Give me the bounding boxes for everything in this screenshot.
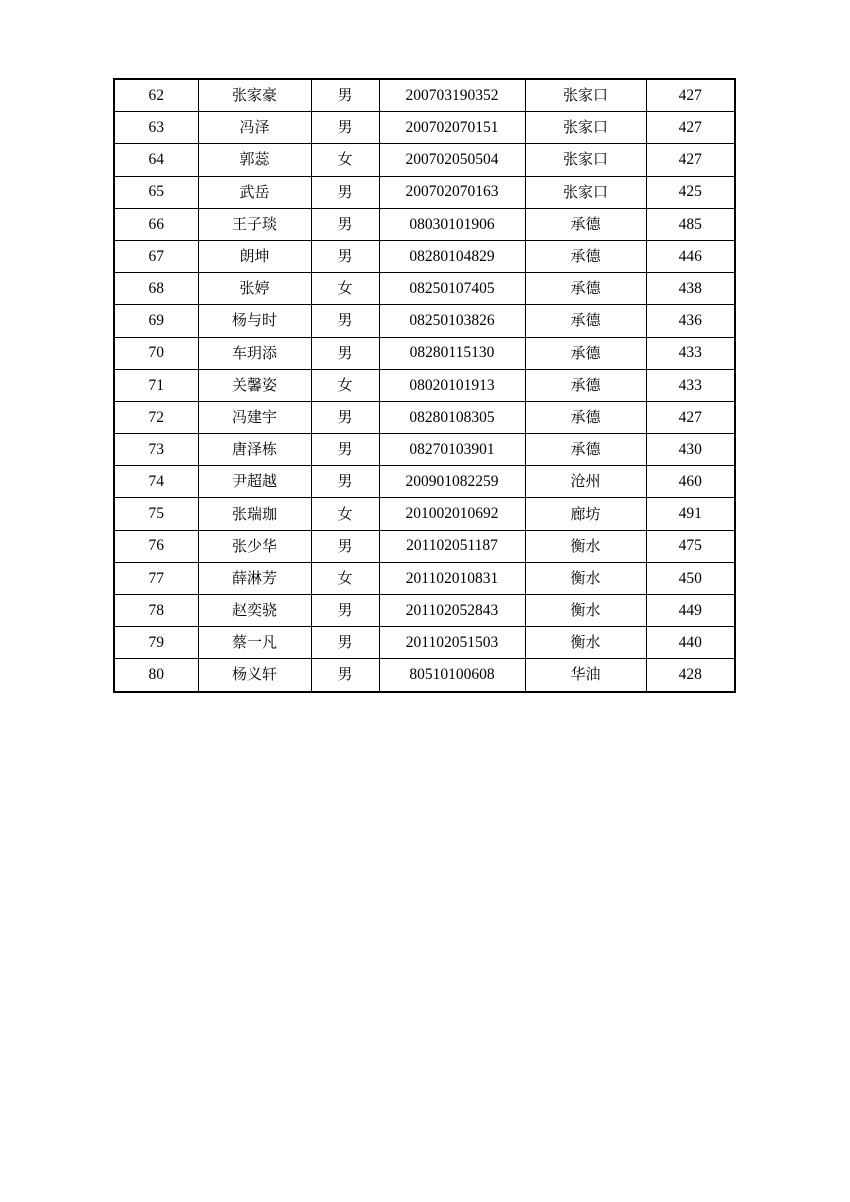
exam-id-cell: 08280115130 (379, 337, 525, 369)
name-cell: 赵奕骁 (198, 595, 311, 627)
row-number-cell: 62 (114, 79, 198, 112)
gender-cell: 男 (311, 627, 379, 659)
row-number-cell: 73 (114, 434, 198, 466)
score-cell: 427 (646, 79, 735, 112)
score-cell: 491 (646, 498, 735, 530)
exam-id-cell: 08280104829 (379, 240, 525, 272)
table-row (114, 144, 735, 176)
exam-id-cell: 80510100608 (379, 659, 525, 692)
table-row (114, 659, 735, 692)
region-cell: 张家口 (525, 79, 646, 112)
row-number-cell: 63 (114, 112, 198, 144)
exam-id-cell: 200901082259 (379, 466, 525, 498)
table-row (114, 466, 735, 498)
score-cell: 427 (646, 112, 735, 144)
gender-cell: 男 (311, 79, 379, 112)
score-cell: 449 (646, 595, 735, 627)
gender-cell: 男 (311, 305, 379, 337)
exam-id-cell: 200703190352 (379, 79, 525, 112)
gender-cell: 女 (311, 144, 379, 176)
name-cell: 车玥添 (198, 337, 311, 369)
region-cell: 张家口 (525, 176, 646, 208)
table-row (114, 627, 735, 659)
table-row (114, 369, 735, 401)
name-cell: 朗坤 (198, 240, 311, 272)
exam-id-cell: 08030101906 (379, 208, 525, 240)
score-cell: 425 (646, 176, 735, 208)
score-cell: 438 (646, 273, 735, 305)
region-cell: 承德 (525, 273, 646, 305)
score-cell: 430 (646, 434, 735, 466)
table-row (114, 240, 735, 272)
name-cell: 蔡一凡 (198, 627, 311, 659)
exam-id-cell: 08280108305 (379, 401, 525, 433)
score-cell: 440 (646, 627, 735, 659)
exam-id-cell: 08270103901 (379, 434, 525, 466)
name-cell: 张家豪 (198, 79, 311, 112)
region-cell: 承德 (525, 401, 646, 433)
table-row (114, 176, 735, 208)
exam-id-cell: 201102051187 (379, 530, 525, 562)
table-body (114, 79, 735, 692)
score-cell: 450 (646, 562, 735, 594)
gender-cell: 男 (311, 434, 379, 466)
row-number-cell: 68 (114, 273, 198, 305)
table-row (114, 305, 735, 337)
region-cell: 沧州 (525, 466, 646, 498)
gender-cell: 男 (311, 240, 379, 272)
table-row (114, 208, 735, 240)
exam-id-cell: 201102052843 (379, 595, 525, 627)
score-cell: 485 (646, 208, 735, 240)
score-cell: 428 (646, 659, 735, 692)
row-number-cell: 80 (114, 659, 198, 692)
name-cell: 郭蕊 (198, 144, 311, 176)
table-row (114, 595, 735, 627)
table-row (114, 434, 735, 466)
gender-cell: 女 (311, 273, 379, 305)
gender-cell: 男 (311, 466, 379, 498)
gender-cell: 男 (311, 595, 379, 627)
table-row (114, 498, 735, 530)
region-cell: 承德 (525, 369, 646, 401)
exam-id-cell: 08250103826 (379, 305, 525, 337)
gender-cell: 男 (311, 208, 379, 240)
row-number-cell: 75 (114, 498, 198, 530)
student-score-table (113, 78, 736, 693)
region-cell: 承德 (525, 434, 646, 466)
gender-cell: 男 (311, 337, 379, 369)
table-row (114, 530, 735, 562)
name-cell: 唐泽栋 (198, 434, 311, 466)
region-cell: 张家口 (525, 112, 646, 144)
score-cell: 446 (646, 240, 735, 272)
region-cell: 张家口 (525, 144, 646, 176)
table-row (114, 337, 735, 369)
name-cell: 薛淋芳 (198, 562, 311, 594)
gender-cell: 男 (311, 530, 379, 562)
row-number-cell: 67 (114, 240, 198, 272)
name-cell: 杨义轩 (198, 659, 311, 692)
table-row (114, 112, 735, 144)
score-cell: 427 (646, 144, 735, 176)
score-cell: 433 (646, 369, 735, 401)
row-number-cell: 64 (114, 144, 198, 176)
exam-id-cell: 201102051503 (379, 627, 525, 659)
exam-id-cell: 200702070163 (379, 176, 525, 208)
region-cell: 衡水 (525, 562, 646, 594)
row-number-cell: 72 (114, 401, 198, 433)
score-cell: 436 (646, 305, 735, 337)
table-row (114, 401, 735, 433)
region-cell: 承德 (525, 337, 646, 369)
score-cell: 433 (646, 337, 735, 369)
gender-cell: 男 (311, 659, 379, 692)
name-cell: 尹超越 (198, 466, 311, 498)
name-cell: 冯泽 (198, 112, 311, 144)
table-row (114, 79, 735, 112)
gender-cell: 男 (311, 401, 379, 433)
row-number-cell: 70 (114, 337, 198, 369)
name-cell: 杨与时 (198, 305, 311, 337)
name-cell: 张瑞珈 (198, 498, 311, 530)
exam-id-cell: 200702050504 (379, 144, 525, 176)
gender-cell: 男 (311, 176, 379, 208)
row-number-cell: 65 (114, 176, 198, 208)
gender-cell: 女 (311, 369, 379, 401)
exam-id-cell: 08250107405 (379, 273, 525, 305)
exam-id-cell: 201002010692 (379, 498, 525, 530)
row-number-cell: 76 (114, 530, 198, 562)
name-cell: 关馨姿 (198, 369, 311, 401)
region-cell: 华油 (525, 659, 646, 692)
exam-id-cell: 200702070151 (379, 112, 525, 144)
table-row (114, 562, 735, 594)
gender-cell: 女 (311, 562, 379, 594)
gender-cell: 女 (311, 498, 379, 530)
name-cell: 张少华 (198, 530, 311, 562)
row-number-cell: 74 (114, 466, 198, 498)
name-cell: 冯建宇 (198, 401, 311, 433)
row-number-cell: 79 (114, 627, 198, 659)
region-cell: 衡水 (525, 595, 646, 627)
region-cell: 廊坊 (525, 498, 646, 530)
row-number-cell: 77 (114, 562, 198, 594)
row-number-cell: 71 (114, 369, 198, 401)
name-cell: 王子琰 (198, 208, 311, 240)
name-cell: 张婷 (198, 273, 311, 305)
region-cell: 承德 (525, 240, 646, 272)
score-cell: 427 (646, 401, 735, 433)
region-cell: 衡水 (525, 530, 646, 562)
region-cell: 承德 (525, 305, 646, 337)
exam-id-cell: 08020101913 (379, 369, 525, 401)
gender-cell: 男 (311, 112, 379, 144)
exam-id-cell: 201102010831 (379, 562, 525, 594)
row-number-cell: 69 (114, 305, 198, 337)
table-row (114, 273, 735, 305)
score-cell: 475 (646, 530, 735, 562)
row-number-cell: 66 (114, 208, 198, 240)
row-number-cell: 78 (114, 595, 198, 627)
region-cell: 承德 (525, 208, 646, 240)
score-cell: 460 (646, 466, 735, 498)
name-cell: 武岳 (198, 176, 311, 208)
region-cell: 衡水 (525, 627, 646, 659)
